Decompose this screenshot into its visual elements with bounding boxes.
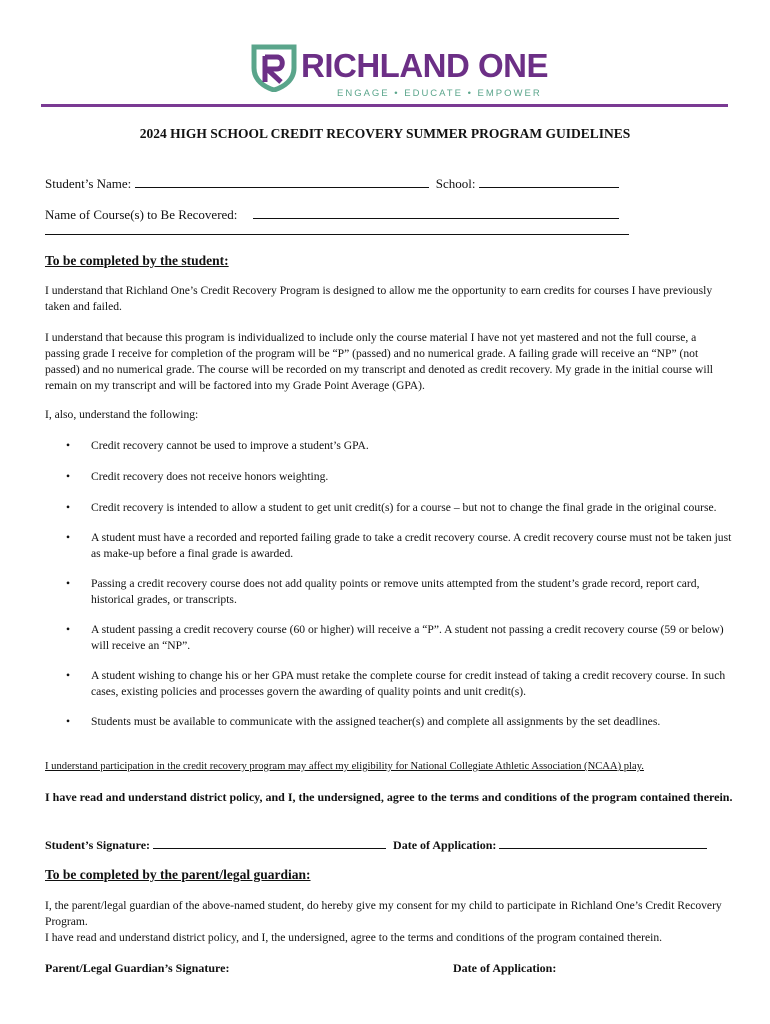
parent-signature-label: Parent/Legal Guardian’s Signature: xyxy=(45,961,230,975)
student-signature-label: Student’s Signature: xyxy=(45,838,151,852)
student-signature-row xyxy=(45,836,735,853)
ncaa-note: I understand participation in the credit recovery program may affect my eligibility for National Collegiate Athletic Association (NCAA) play. xyxy=(45,761,644,772)
parent-date-label: Date of Application: xyxy=(453,961,557,975)
courses-field-continued[interactable] xyxy=(45,222,629,235)
student-signature-field[interactable] xyxy=(153,836,386,849)
list-item: • Passing a credit recovery course does not add quality points or remove units attempted from the student’s grade record, report card, historical grades, or transcripts. xyxy=(66,577,700,606)
student-name-row xyxy=(45,175,619,192)
courses-row xyxy=(45,206,619,223)
header-divider xyxy=(41,104,728,107)
student-date-field[interactable] xyxy=(499,836,707,849)
list-item: • A student wishing to change his or her GPA must retake the complete course for credit instead of taking a credit recovery course. In such cases, existing policies and processes govern the awarding of quality points and unit credit(s). xyxy=(66,669,726,698)
district-logo xyxy=(251,44,548,104)
student-para-2: I understand that because this program is individualized to include only the course material I have not yet mastered and not the full course, a passing grade I receive for completion of the program will be “P” (passed) and no numerical grade. A failing grade will receive an “NP” (not passed) and no numerical grade. The course will be recorded on my transcript and denoted as credit recovery. My grade in the initial course will remain on my transcript and will be factored into my Grade Point Average (GPA). xyxy=(45,331,714,392)
guidelines-list xyxy=(45,438,735,730)
courses-field[interactable] xyxy=(253,206,619,219)
school-field[interactable] xyxy=(479,175,619,188)
parent-signature-row xyxy=(45,961,735,976)
courses-label: Name of Course(s) to Be Recovered: xyxy=(45,207,238,222)
courses-row-2 xyxy=(45,222,629,239)
student-name-field[interactable] xyxy=(135,175,429,188)
student-date-label: Date of Application: xyxy=(393,838,497,852)
shield-logo-icon xyxy=(251,44,297,92)
student-para-3: I, also, understand the following: xyxy=(45,408,199,421)
document-title: 2024 HIGH SCHOOL CREDIT RECOVERY SUMMER PROGRAM GUIDELINES xyxy=(139,126,631,141)
list-item: • A student passing a credit recovery course (60 or higher) will receive a “P”. A student not passing a credit recovery course (59 or below) will receive an “NP”. xyxy=(66,623,724,652)
student-para-1: I understand that Richland One’s Credit Recovery Program is designed to allow me the opportunity to earn credits for courses I have previously taken and failed. xyxy=(45,284,713,313)
list-item: • Credit recovery does not receive honors weighting. xyxy=(66,470,329,483)
student-section-heading: To be completed by the student: xyxy=(45,253,229,268)
logo-wordmark: RICHLAND ONE xyxy=(301,47,548,84)
student-agreement: I have read and understand district policy, and I, the undersigned, agree to the terms and conditions of the program contained therein. xyxy=(45,790,733,804)
list-item: • A student must have a recorded and reported failing grade to take a credit recovery course. A credit recovery course must not be taken just as make-up before a final grade is awarded. xyxy=(66,531,732,560)
parent-para-1: I, the parent/legal guardian of the above-named student, do hereby give my consent for my child to participate in Richland One’s Credit Recovery Program. xyxy=(45,899,722,928)
list-item: • Credit recovery is intended to allow a student to get unit credit(s) for a course – but not to change the final grade in the original course. xyxy=(66,501,717,514)
parent-para-2: I have read and understand district policy, and I, the undersigned, agree to the terms and conditions of the program contained therein. xyxy=(45,931,663,944)
student-name-label: Student’s Name: xyxy=(45,176,132,191)
list-item: • Credit recovery cannot be used to improve a student’s GPA. xyxy=(66,439,369,452)
school-label: School: xyxy=(435,176,476,191)
list-item: • Students must be available to communicate with the assigned teacher(s) and complete all assignments by the set deadlines. xyxy=(66,715,661,728)
parent-section-heading: To be completed by the parent/legal guardian: xyxy=(45,867,311,882)
logo-tagline: ENGAGE • EDUCATE • EMPOWER xyxy=(337,88,542,99)
